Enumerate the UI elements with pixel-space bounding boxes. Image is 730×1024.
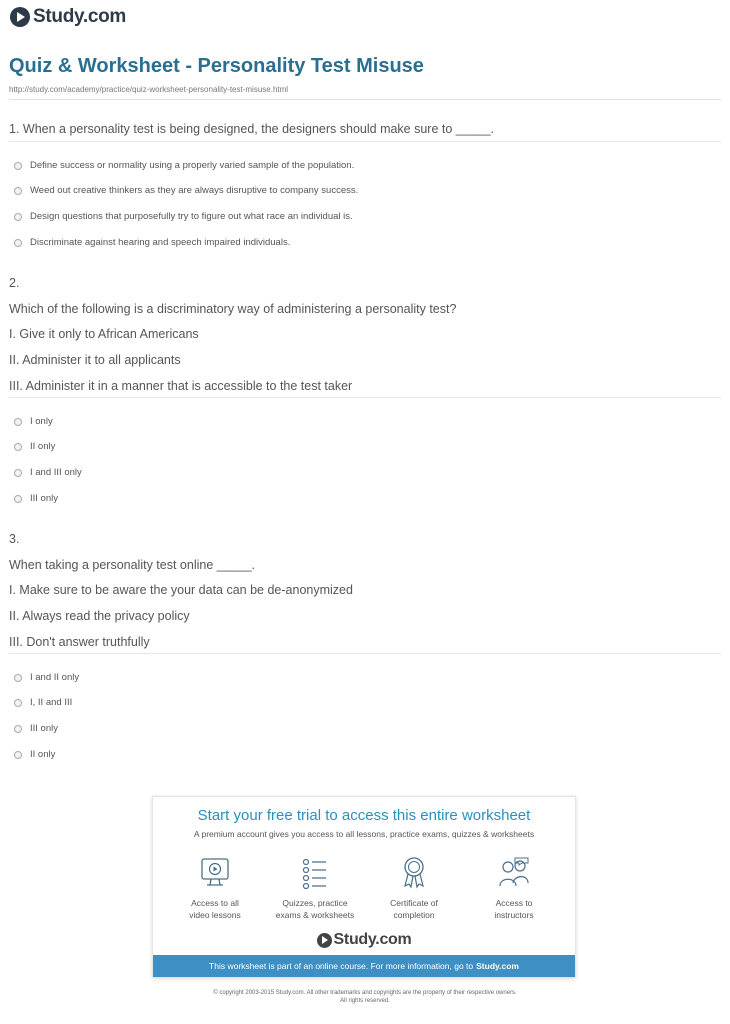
radio-icon[interactable]	[14, 725, 22, 733]
feature-video-lessons	[170, 855, 260, 921]
answer-label: II only	[30, 441, 56, 452]
promo-subline: A premium account gives you access to all lessons, practice exams, quizzes & worksheets	[193, 829, 535, 839]
answer-label: I only	[30, 416, 53, 427]
feature-label: Access to all	[191, 898, 239, 908]
question-number: 2.	[9, 276, 20, 290]
feature-quizzes	[270, 855, 360, 921]
video-lesson-icon	[198, 855, 232, 889]
question-statement: III. Don't answer truthfully	[9, 634, 150, 649]
feature-label: video lessons	[189, 910, 241, 920]
certificate-icon	[397, 855, 431, 889]
feature-label: exams & worksheets	[275, 910, 355, 920]
play-logo-icon	[317, 933, 332, 948]
radio-icon[interactable]	[14, 674, 22, 682]
play-logo-icon	[10, 7, 30, 27]
copyright	[0, 989, 730, 1005]
answer-option[interactable]	[14, 416, 53, 427]
instructors-icon	[497, 855, 531, 889]
logo-text: Study.com	[333, 931, 412, 948]
answer-option[interactable]	[14, 723, 58, 734]
radio-icon[interactable]	[14, 699, 22, 707]
feature-certificate	[369, 855, 459, 921]
answer-label: I, II and III	[30, 697, 73, 708]
page-url: http://study.com/academy/practice/quiz-worksheet-personality-test-misuse.html	[9, 85, 289, 94]
feature-label: completion	[393, 910, 435, 920]
question-statement: II. Always read the privacy policy	[9, 609, 190, 624]
answer-label: III only	[30, 723, 58, 734]
answer-label: Weed out creative thinkers as they are always disruptive to company success.	[30, 185, 359, 196]
question-statement: I. Give it only to African Americans	[9, 327, 199, 342]
divider	[9, 141, 721, 142]
radio-icon[interactable]	[14, 443, 22, 451]
question-2	[9, 271, 456, 400]
page-title: Quiz & Worksheet - Personality Test Misuse	[9, 55, 424, 77]
feature-label: instructors	[494, 910, 534, 920]
answer-option[interactable]	[14, 237, 290, 248]
question-statement: II. Administer it to all applicants	[9, 353, 181, 368]
answer-label: Design questions that purposefully try to figure out what race an individual is.	[30, 211, 353, 222]
promo-study-logo[interactable]	[153, 931, 575, 949]
radio-icon[interactable]	[14, 162, 22, 170]
question-text: When taking a personality test online _____.	[9, 557, 255, 572]
radio-icon[interactable]	[14, 239, 22, 247]
answer-option[interactable]	[14, 185, 358, 196]
answer-option[interactable]	[14, 211, 353, 222]
divider	[9, 653, 721, 654]
answer-option[interactable]	[14, 467, 82, 478]
feature-label: Access to	[495, 898, 533, 908]
answer-label: III only	[30, 493, 58, 504]
question-statement: I. Make sure to be aware the your data can be de-anonymized	[9, 583, 353, 598]
copyright-line: © copyright 2003-2015 Study.com. All other trademarks and copyrights are the property of their respective owners.	[213, 990, 517, 996]
answer-label: II only	[30, 749, 56, 760]
feature-instructors	[469, 855, 559, 921]
feature-label: Quizzes, practice	[282, 898, 348, 908]
divider	[9, 397, 721, 398]
radio-icon[interactable]	[14, 213, 22, 221]
free-trial-promo[interactable]	[152, 796, 576, 978]
answer-option[interactable]	[14, 749, 55, 760]
question-3	[9, 527, 353, 656]
radio-icon[interactable]	[14, 495, 22, 503]
copyright-line: All rights reserved.	[340, 998, 390, 1004]
divider	[9, 99, 721, 100]
promo-headline[interactable]: Start your free trial to access this entire worksheet	[197, 807, 531, 824]
radio-icon[interactable]	[14, 469, 22, 477]
answer-option[interactable]	[14, 697, 72, 708]
feature-label: Certificate of	[390, 898, 438, 908]
study-logo[interactable]	[10, 6, 126, 28]
answer-option[interactable]	[14, 160, 354, 171]
answer-label: Discriminate against hearing and speech impaired individuals.	[30, 237, 291, 248]
promo-footer-link[interactable]: Study.com	[476, 961, 519, 971]
answer-option[interactable]	[14, 672, 79, 683]
question-text: Which of the following is a discriminatory way of administering a personality test?	[9, 301, 457, 316]
answer-label: Define success or normality using a properly varied sample of the population.	[30, 160, 355, 171]
radio-icon[interactable]	[14, 187, 22, 195]
promo-footer-bar	[153, 955, 575, 977]
radio-icon[interactable]	[14, 751, 22, 759]
radio-icon[interactable]	[14, 418, 22, 426]
quiz-list-icon	[298, 855, 332, 889]
answer-option[interactable]	[14, 493, 58, 504]
answer-label: I and II only	[30, 672, 80, 683]
question-number: 3.	[9, 532, 20, 546]
question-text: 1. When a personality test is being designed, the designers should make sure to _____.	[9, 122, 495, 136]
answer-option[interactable]	[14, 441, 55, 452]
answer-label: I and III only	[30, 467, 82, 478]
logo-text: Study.com	[33, 6, 127, 27]
question-statement: III. Administer it in a manner that is accessible to the test taker	[9, 378, 353, 393]
promo-footer-text: This worksheet is part of an online course. For more information, go to	[209, 961, 474, 971]
question-1	[9, 117, 494, 143]
